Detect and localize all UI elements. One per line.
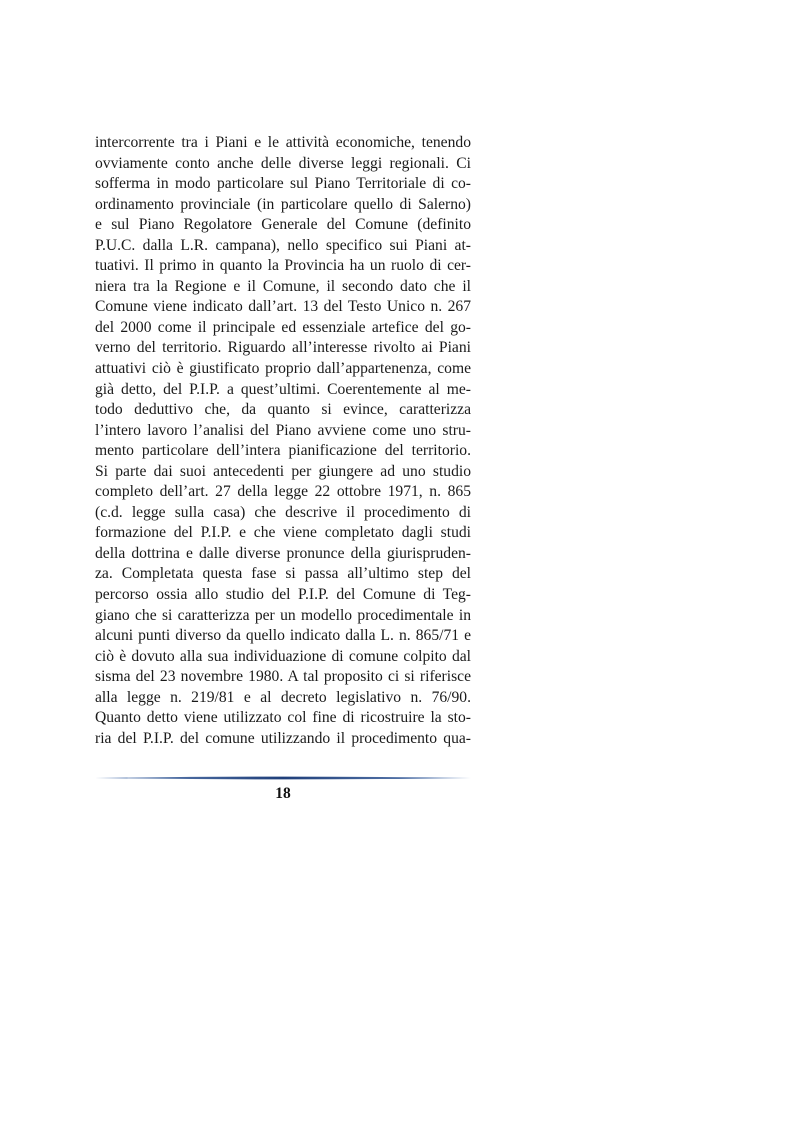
text-line: mento particolare dell’intera pianificazione del territorio.	[95, 442, 471, 460]
text-line: Si parte dai suoi antecedenti per giungere ad uno studio	[95, 462, 471, 480]
text-line: P.U.C. dalla L.R. campana), nello specifico sui Piani at-	[95, 236, 471, 254]
text-line: attuativi ciò è giustificato proprio dall’appartenenza, come	[95, 360, 471, 378]
text-line: tuativi. Il primo in quanto la Provincia ha un ruolo di cer-	[95, 257, 471, 275]
text-line: alla legge n. 219/81 e al decreto legislativo n. 76/90.	[95, 688, 471, 706]
text-line: intercorrente tra i Piani e le attività economiche, tenendo	[95, 134, 471, 151]
text-line: ovviamente conto anche delle diverse leggi regionali. Ci	[95, 154, 471, 172]
text-line: alcuni punti diverso da quello indicato dalla L. n. 865/71 e	[95, 627, 471, 645]
footer-divider	[95, 775, 471, 781]
body-text	[95, 133, 471, 749]
text-line: già detto, del P.I.P. a quest’ultimi. Coerentemente al me-	[95, 380, 471, 398]
text-line: e sul Piano Regolatore Generale del Comune (definito	[95, 216, 471, 234]
text-line: della dottrina e dalle diverse pronunce della giurispruden-	[95, 544, 471, 562]
text-line: ria del P.I.P. del comune utilizzando il procedimento qua-	[95, 729, 471, 747]
text-line: del 2000 come il principale ed essenziale artefice del go-	[95, 318, 471, 336]
text-line: Quanto detto viene utilizzato col fine di ricostruire la sto-	[95, 709, 471, 727]
text-line: verno del territorio. Riguardo all’interesse rivolto ai Piani	[95, 339, 471, 357]
text-line: sofferma in modo particolare sul Piano Territoriale di co-	[95, 175, 471, 193]
text-line: (c.d. legge sulla casa) che descrive il procedimento di	[95, 503, 471, 521]
text-line: Comune viene indicato dall’art. 13 del Testo Unico n. 267	[95, 298, 471, 316]
text-line: niera tra la Regione e il Comune, il secondo dato che il	[95, 277, 471, 295]
text-line: formazione del P.I.P. e che viene completato dagli studi	[95, 524, 471, 542]
text-line: ciò è dovuto alla sua individuazione di comune colpito dal	[95, 647, 471, 665]
text-line: percorso ossia allo studio del P.I.P. del Comune di Teg-	[95, 586, 471, 604]
page-number: 18	[275, 785, 291, 802]
text-line: giano che si caratterizza per un modello procedimentale in	[95, 606, 471, 624]
text-line: ordinamento provinciale (in particolare quello di Salerno)	[95, 195, 471, 213]
text-line: completo dell’art. 27 della legge 22 ottobre 1971, n. 865	[95, 483, 471, 501]
text-line: za. Completata questa fase si passa all’ultimo step del	[95, 565, 471, 583]
text-line: todo deduttivo che, da quanto si evince, caratterizza	[95, 401, 471, 419]
text-line: l’intero lavoro l’analisi del Piano avviene come uno stru-	[95, 421, 471, 439]
text-line: sisma del 23 novembre 1980. A tal proposito ci si riferisce	[95, 668, 471, 686]
